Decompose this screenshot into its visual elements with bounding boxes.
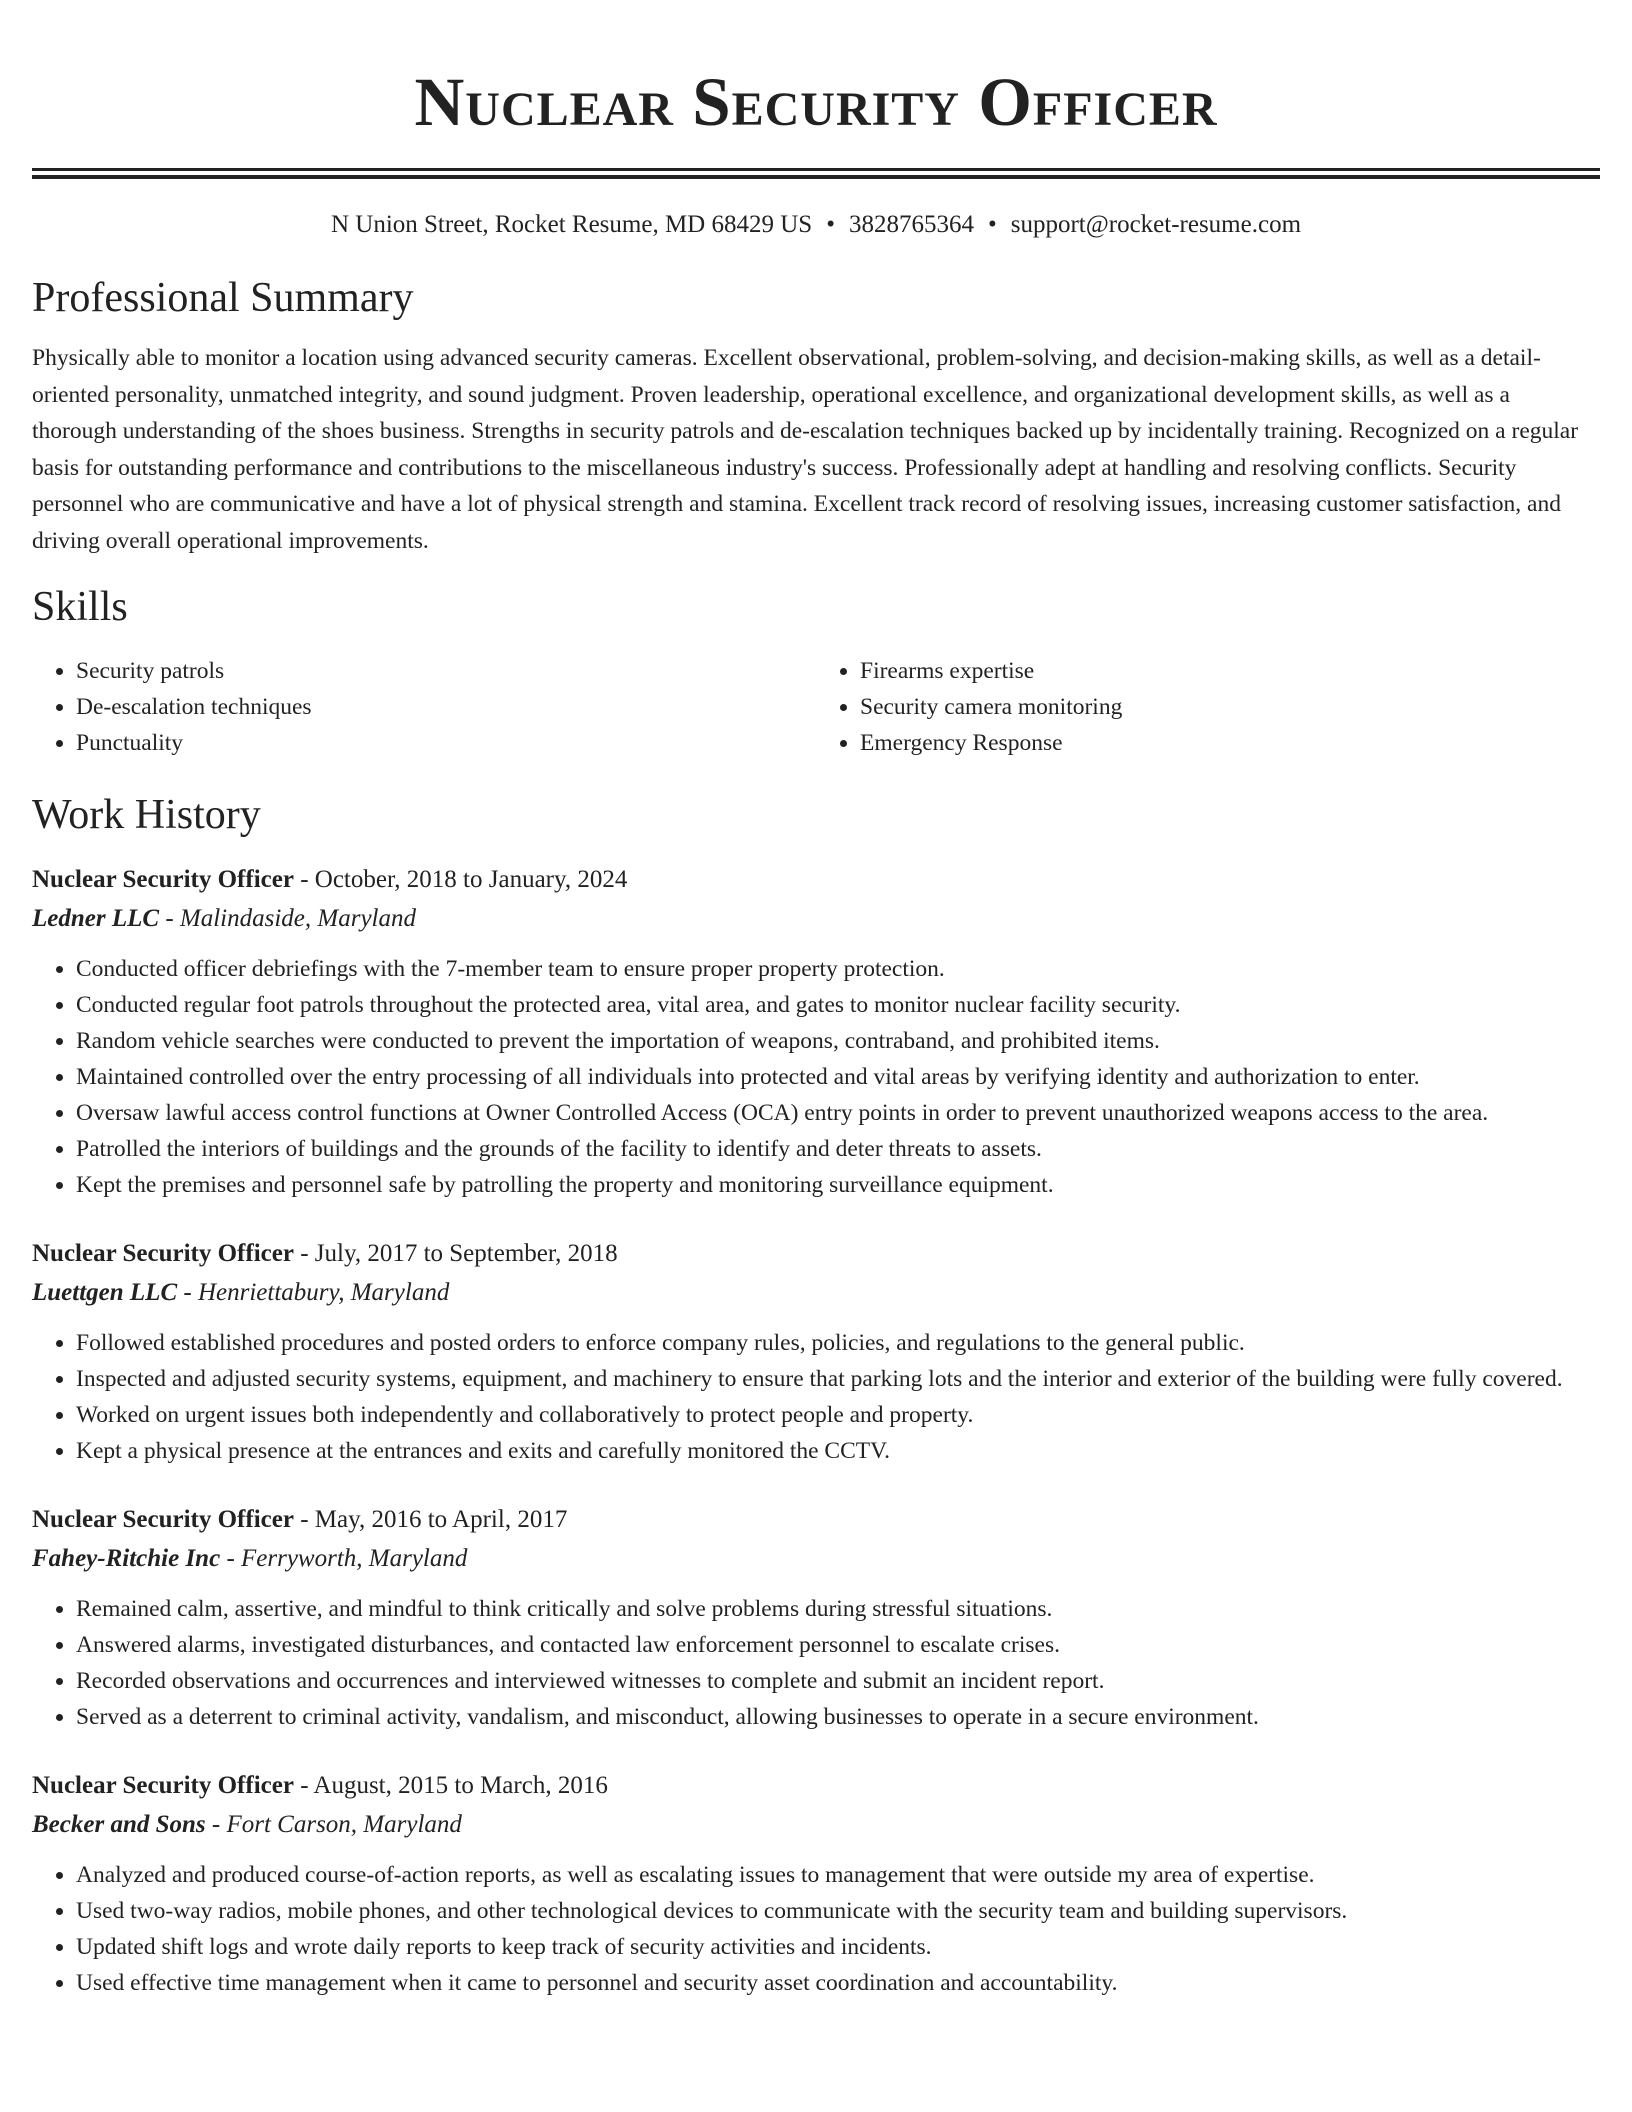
- job-title: Nuclear Security Officer: [32, 1240, 294, 1267]
- contact-separator: •: [826, 211, 835, 238]
- skills-left-column: [32, 653, 816, 761]
- job-bullet: • Remained calm, assertive, and mindful to think critically and solve problems during stressful situations.: [76, 1591, 1600, 1627]
- contact-email: support@rocket-resume.com: [1010, 211, 1302, 238]
- job-bullet: • Conducted regular foot patrols throughout the protected area, vital area, and gates to monitor nuclear facility security.: [76, 987, 1600, 1023]
- job-dates: - May, 2016 to April, 2017: [293, 1506, 568, 1533]
- job-title: Nuclear Security Officer: [32, 1506, 294, 1533]
- job-bullets: [32, 951, 1600, 1203]
- job-bullet: • Conducted officer debriefings with the 7-member team to ensure proper property protection.: [76, 951, 1600, 987]
- skill-item: • Emergency Response: [860, 725, 1600, 761]
- skills-right-column: [816, 653, 1600, 761]
- job-company-line: [32, 899, 1600, 939]
- job-title-line: [32, 861, 1600, 899]
- job-title: Nuclear Security Officer: [32, 1772, 294, 1799]
- header-double-rule: [32, 168, 1600, 179]
- job-location: - Malindaside, Maryland: [159, 905, 416, 932]
- skill-item: • Security patrols: [76, 653, 816, 689]
- skills-heading: Skills: [32, 584, 128, 630]
- job-company-line: [32, 1273, 1600, 1313]
- job-company: Fahey-Ritchie Inc: [32, 1545, 221, 1572]
- job-bullets: [32, 1591, 1600, 1735]
- job-location: - Fort Carson, Maryland: [205, 1811, 462, 1838]
- job-location: - Henriettabury, Maryland: [177, 1279, 450, 1306]
- work-history-heading: Work History: [32, 792, 261, 838]
- contact-separator: •: [987, 211, 997, 238]
- job-company: Luettgen LLC: [32, 1279, 178, 1306]
- job-bullets: [32, 1857, 1600, 2001]
- job-entry: [32, 861, 1600, 1203]
- job-title: Nuclear Security Officer: [32, 866, 294, 893]
- job-bullet: • Recorded observations and occurrences and interviewed witnesses to complete and submit an incident report.: [76, 1663, 1600, 1699]
- resume-name: Nuclear Security Officer: [414, 64, 1218, 140]
- job-company-line: [32, 1539, 1600, 1579]
- job-bullet: • Oversaw lawful access control functions at Owner Controlled Access (OCA) entry points in order to prevent unauthorized weapons access to the area.: [76, 1095, 1600, 1131]
- job-bullet: • Random vehicle searches were conducted to prevent the importation of weapons, contraband, and prohibited items.: [76, 1023, 1600, 1059]
- contact-address: N Union Street, Rocket Resume, MD 68429 US: [330, 211, 813, 238]
- skill-item: • Firearms expertise: [860, 653, 1600, 689]
- skill-item: • Punctuality: [76, 725, 816, 761]
- job-dates: - October, 2018 to January, 2024: [293, 866, 628, 893]
- job-dates: - July, 2017 to September, 2018: [293, 1240, 618, 1267]
- resume-page: [32, 0, 1600, 2001]
- job-bullet: • Maintained controlled over the entry processing of all individuals into protected and vital areas by verifying identity and authorization to enter.: [76, 1059, 1600, 1095]
- job-company-line: [32, 1805, 1600, 1845]
- skill-item: • De-escalation techniques: [76, 689, 816, 725]
- job-location: - Ferryworth, Maryland: [220, 1545, 468, 1572]
- job-bullet: • Updated shift logs and wrote daily reports to keep track of security activities and incidents.: [76, 1929, 1600, 1965]
- skills-grid: [32, 653, 1600, 761]
- job-bullet: • Followed established procedures and posted orders to enforce company rules, policies, and regulations to the general public.: [76, 1325, 1600, 1361]
- contact-phone: 3828765364: [848, 211, 974, 238]
- summary-text: Physically able to monitor a location using advanced security cameras. Excellent observational, problem-solving, and decision-making skills, as well as a detail-oriented personality, unmatched integrity, and sound judgment. Proven leadership, operational excellence, and organizational development skills, as well as a thorough understanding of the shoes business. Strengths in security patrols and de-escalation techniques backed up by incidentally training. Recognized on a regular basis for outstanding performance and contributions to the miscellaneous industry's success. Professionally adept at handling and resolving conflicts. Security personnel who are communicative and have a lot of physical strength and stamina. Excellent track record of resolving issues, increasing customer satisfaction, and driving overall operational improvements.: [32, 345, 1579, 554]
- contact-line: [32, 208, 1600, 242]
- job-title-line: [32, 1501, 1600, 1539]
- job-bullet: • Patrolled the interiors of buildings and the grounds of the facility to identify and deter threats to assets.: [76, 1131, 1600, 1167]
- summary-heading: Professional Summary: [32, 275, 414, 321]
- job-bullet: • Answered alarms, investigated disturbances, and contacted law enforcement personnel to escalate crises.: [76, 1627, 1600, 1663]
- job-title-line: [32, 1767, 1600, 1805]
- job-bullet: • Kept a physical presence at the entrances and exits and carefully monitored the CCTV.: [76, 1433, 1600, 1469]
- job-bullet: • Worked on urgent issues both independently and collaboratively to protect people and property.: [76, 1397, 1600, 1433]
- job-bullet: • Inspected and adjusted security systems, equipment, and machinery to ensure that parking lots and the interior and exterior of the building were fully covered.: [76, 1361, 1600, 1397]
- job-title-line: [32, 1235, 1600, 1273]
- job-bullet: • Used two-way radios, mobile phones, and other technological devices to communicate with the security team and building supervisors.: [76, 1893, 1600, 1929]
- job-entry: [32, 1235, 1600, 1469]
- job-bullet: • Used effective time management when it came to personnel and security asset coordination and accountability.: [76, 1965, 1600, 2001]
- job-entry: [32, 1501, 1600, 1735]
- job-dates: - August, 2015 to March, 2016: [293, 1772, 608, 1799]
- job-bullet: • Kept the premises and personnel safe by patrolling the property and monitoring surveillance equipment.: [76, 1167, 1600, 1203]
- job-bullet: • Served as a deterrent to criminal activity, vandalism, and misconduct, allowing businesses to operate in a secure environment.: [76, 1699, 1600, 1735]
- job-company: Becker and Sons: [32, 1811, 206, 1838]
- job-company: Ledner LLC: [32, 905, 160, 932]
- job-bullet: • Analyzed and produced course-of-action reports, as well as escalating issues to management that were outside my area of expertise.: [76, 1857, 1600, 1893]
- job-bullets: [32, 1325, 1600, 1469]
- skill-item: • Security camera monitoring: [860, 689, 1600, 725]
- job-entry: [32, 1767, 1600, 2001]
